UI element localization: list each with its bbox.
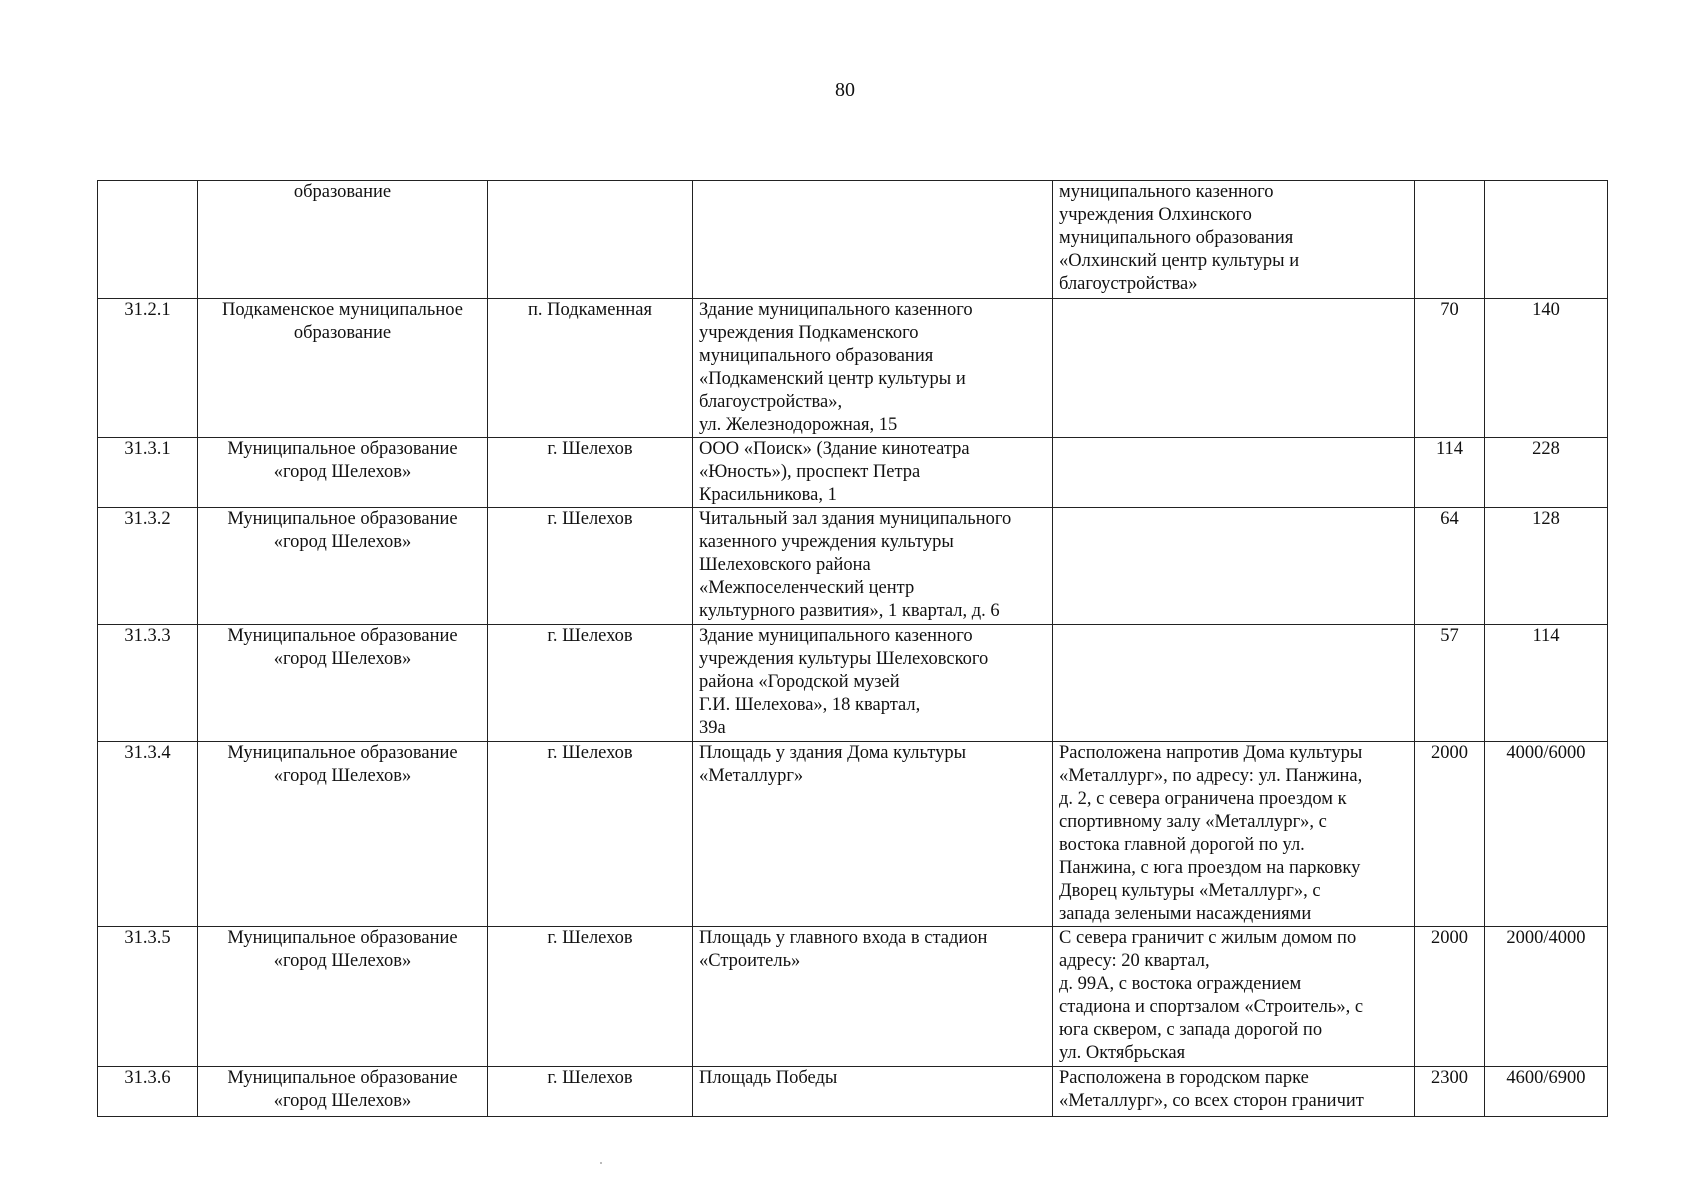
cell-line: «Межпоселенческий центр — [699, 578, 915, 598]
object-cell — [693, 625, 1053, 742]
cell-text: 31.2.1 — [124, 300, 171, 320]
cell-text: 31.3.6 — [124, 1068, 171, 1088]
cell-line: казенного учреждения культуры — [699, 532, 954, 552]
cell-line: учреждения культуры Шелеховского — [699, 649, 989, 669]
description-cell — [1053, 625, 1415, 742]
area-cell — [1415, 625, 1485, 742]
cell-line: учреждения Подкаменского — [699, 323, 919, 343]
cell-line: ул. Железнодорожная, 15 — [699, 415, 898, 435]
cell-text: 140 — [1532, 300, 1560, 320]
cell-text: г. Шелехов — [547, 509, 633, 529]
cell-line: культурного развития», 1 квартал, д. 6 — [699, 601, 1000, 621]
cell-text: 4600/6900 — [1506, 1068, 1586, 1088]
locality-cell — [488, 508, 693, 625]
description-cell — [1053, 1067, 1415, 1117]
capacity-cell — [1485, 299, 1608, 438]
municipality-cell — [198, 181, 488, 299]
municipality-cell — [198, 438, 488, 508]
area-cell — [1415, 1067, 1485, 1117]
cell-line: адресу: 20 квартал, — [1059, 951, 1210, 971]
cell-text: 114 — [1435, 439, 1464, 459]
capacity-cell — [1485, 927, 1608, 1067]
cell-text: 31.3.2 — [124, 509, 171, 529]
municipality-cell — [198, 742, 488, 927]
cell-text: г. Шелехов — [547, 1068, 633, 1088]
cell-line: Подкаменское муниципальное — [222, 300, 463, 320]
table-row — [98, 625, 1608, 742]
locality-cell — [488, 927, 693, 1067]
description-cell — [1053, 181, 1415, 299]
row-number-cell — [98, 625, 198, 742]
capacity-cell — [1485, 742, 1608, 927]
row-number-cell — [98, 181, 198, 299]
description-cell — [1053, 438, 1415, 508]
cell-line: «Строитель» — [699, 951, 801, 971]
page-number: 80 — [835, 79, 855, 101]
capacity-cell — [1485, 625, 1608, 742]
area-cell — [1415, 927, 1485, 1067]
object-cell — [693, 438, 1053, 508]
cell-text: 4000/6000 — [1506, 743, 1586, 763]
description-cell — [1053, 299, 1415, 438]
cell-text: г. Шелехов — [547, 743, 633, 763]
cell-text: 31.3.5 — [124, 928, 171, 948]
locality-cell — [488, 181, 693, 299]
cell-line: Расположена напротив Дома культуры — [1059, 743, 1363, 763]
table-row — [98, 927, 1608, 1067]
cell-text: 2300 — [1431, 1068, 1468, 1088]
cell-line: учреждения Олхинского — [1059, 205, 1252, 225]
cell-text: г. Шелехов — [547, 928, 633, 948]
cell-line: Читальный зал здания муниципального — [699, 509, 1012, 529]
cell-text: 228 — [1532, 439, 1560, 459]
cell-line: Г.И. Шелехова», 18 квартал, — [699, 695, 921, 715]
cell-line: Расположена в городском парке — [1059, 1068, 1309, 1088]
description-cell — [1053, 508, 1415, 625]
cell-line: «Юность»), проспект Петра — [699, 462, 921, 482]
cell-text: 70 — [1440, 300, 1459, 320]
cell-line: благоустройства» — [1059, 274, 1198, 294]
table-row — [98, 299, 1608, 438]
cell-text: 128 — [1532, 509, 1560, 529]
cell-line: «город Шелехов» — [273, 649, 412, 669]
cell-line: Площадь у главного входа в стадион — [699, 928, 988, 948]
cell-line: Красильникова, 1 — [699, 485, 837, 505]
cell-text: 57 — [1440, 626, 1459, 646]
cell-text: 2000/4000 — [1506, 928, 1586, 948]
table-body — [98, 181, 1608, 1117]
cell-text: 2000 — [1431, 928, 1468, 948]
municipality-cell — [198, 625, 488, 742]
scan-speck — [600, 1162, 602, 1164]
table-row — [98, 742, 1608, 927]
locality-cell — [488, 438, 693, 508]
cell-line: образование — [293, 182, 392, 202]
cell-line: «Металлург» — [699, 766, 804, 786]
row-number-cell — [98, 742, 198, 927]
cell-line: Панжина, с юга проездом на парковку — [1059, 858, 1361, 878]
area-cell — [1415, 299, 1485, 438]
cell-text: 64 — [1440, 509, 1459, 529]
cell-line: благоустройства», — [699, 392, 843, 412]
cell-line: Муниципальное образование — [227, 439, 458, 459]
cell-text: 31.3.3 — [124, 626, 171, 646]
row-number-cell — [98, 438, 198, 508]
object-cell — [693, 299, 1053, 438]
cell-line: муниципального казенного — [1059, 182, 1274, 202]
cell-line: муниципального образования — [1059, 228, 1294, 248]
cell-line: «Металлург», по адресу: ул. Панжина, — [1059, 766, 1363, 786]
cell-line: «Металлург», со всех сторон граничит — [1059, 1091, 1364, 1111]
cell-line: Шелеховского района — [699, 555, 871, 575]
cell-line: «Подкаменский центр культуры и — [699, 369, 966, 389]
municipality-cell — [198, 299, 488, 438]
cell-line: Дворец культуры «Металлург», с — [1059, 881, 1321, 901]
cell-text: г. Шелехов — [547, 626, 633, 646]
cell-line: «город Шелехов» — [273, 766, 412, 786]
cell-text: 31.3.4 — [124, 743, 171, 763]
cell-line: района «Городской музей — [699, 672, 900, 692]
cell-line: Площадь Победы — [699, 1068, 838, 1088]
object-cell — [693, 181, 1053, 299]
cell-line: образование — [293, 323, 392, 343]
capacity-cell — [1485, 438, 1608, 508]
row-number-cell — [98, 927, 198, 1067]
cell-line: стадиона и спортзалом «Строитель», с — [1059, 997, 1364, 1017]
object-cell — [693, 742, 1053, 927]
cell-line: «город Шелехов» — [273, 462, 412, 482]
capacity-cell — [1485, 181, 1608, 299]
locality-cell — [488, 742, 693, 927]
row-number-cell — [98, 508, 198, 625]
cell-line: Площадь у здания Дома культуры — [699, 743, 967, 763]
locality-cell — [488, 625, 693, 742]
cell-text: 114 — [1532, 626, 1560, 646]
cell-line: С севера граничит с жилым домом по — [1059, 928, 1357, 948]
cell-line: Муниципальное образование — [227, 1068, 458, 1088]
locality-cell — [488, 1067, 693, 1117]
cell-line: д. 2, с севера ограничена проездом к — [1059, 789, 1347, 809]
cell-line: Здание муниципального казенного — [699, 300, 973, 320]
row-number-cell — [98, 299, 198, 438]
cell-line: Муниципальное образование — [227, 626, 458, 646]
cell-line: «город Шелехов» — [273, 1091, 412, 1111]
cell-line: «Олхинский центр культуры и — [1059, 251, 1300, 271]
description-cell — [1053, 927, 1415, 1067]
municipality-cell — [198, 508, 488, 625]
cell-line: запада зелеными насаждениями — [1059, 904, 1312, 924]
cell-text: г. Шелехов — [547, 439, 633, 459]
locality-cell — [488, 299, 693, 438]
municipality-cell — [198, 927, 488, 1067]
table-row — [98, 438, 1608, 508]
cell-line: ул. Октябрьская — [1059, 1043, 1186, 1063]
cell-line: д. 99А, с востока ограждением — [1059, 974, 1302, 994]
row-number-cell — [98, 1067, 198, 1117]
cell-line: Муниципальное образование — [227, 743, 458, 763]
cell-line: «город Шелехов» — [273, 532, 412, 552]
area-cell — [1415, 438, 1485, 508]
capacity-cell — [1485, 1067, 1608, 1117]
cell-text: п. Подкаменная — [528, 300, 652, 320]
description-cell — [1053, 742, 1415, 927]
object-cell — [693, 927, 1053, 1067]
table-row — [98, 1067, 1608, 1117]
cell-line: Здание муниципального казенного — [699, 626, 973, 646]
cell-line: 39а — [699, 718, 726, 738]
cell-text: 31.3.1 — [124, 439, 171, 459]
evacuation-sites-table — [97, 180, 1608, 1117]
cell-line: ООО «Поиск» (Здание кинотеатра — [699, 439, 970, 459]
capacity-cell — [1485, 508, 1608, 625]
cell-line: востока главной дорогой по ул. — [1059, 835, 1305, 855]
area-cell — [1415, 742, 1485, 927]
cell-line: Муниципальное образование — [227, 928, 458, 948]
object-cell — [693, 508, 1053, 625]
area-cell — [1415, 508, 1485, 625]
table-row — [98, 508, 1608, 625]
area-cell — [1415, 181, 1485, 299]
cell-text: 2000 — [1431, 743, 1468, 763]
cell-line: муниципального образования — [699, 346, 934, 366]
cell-line: «город Шелехов» — [273, 951, 412, 971]
cell-line: Муниципальное образование — [227, 509, 458, 529]
cell-line: юга сквером, с запада дорогой по — [1059, 1020, 1323, 1040]
object-cell — [693, 1067, 1053, 1117]
table-row — [98, 181, 1608, 299]
cell-line: спортивному залу «Металлург», с — [1059, 812, 1327, 832]
municipality-cell — [198, 1067, 488, 1117]
